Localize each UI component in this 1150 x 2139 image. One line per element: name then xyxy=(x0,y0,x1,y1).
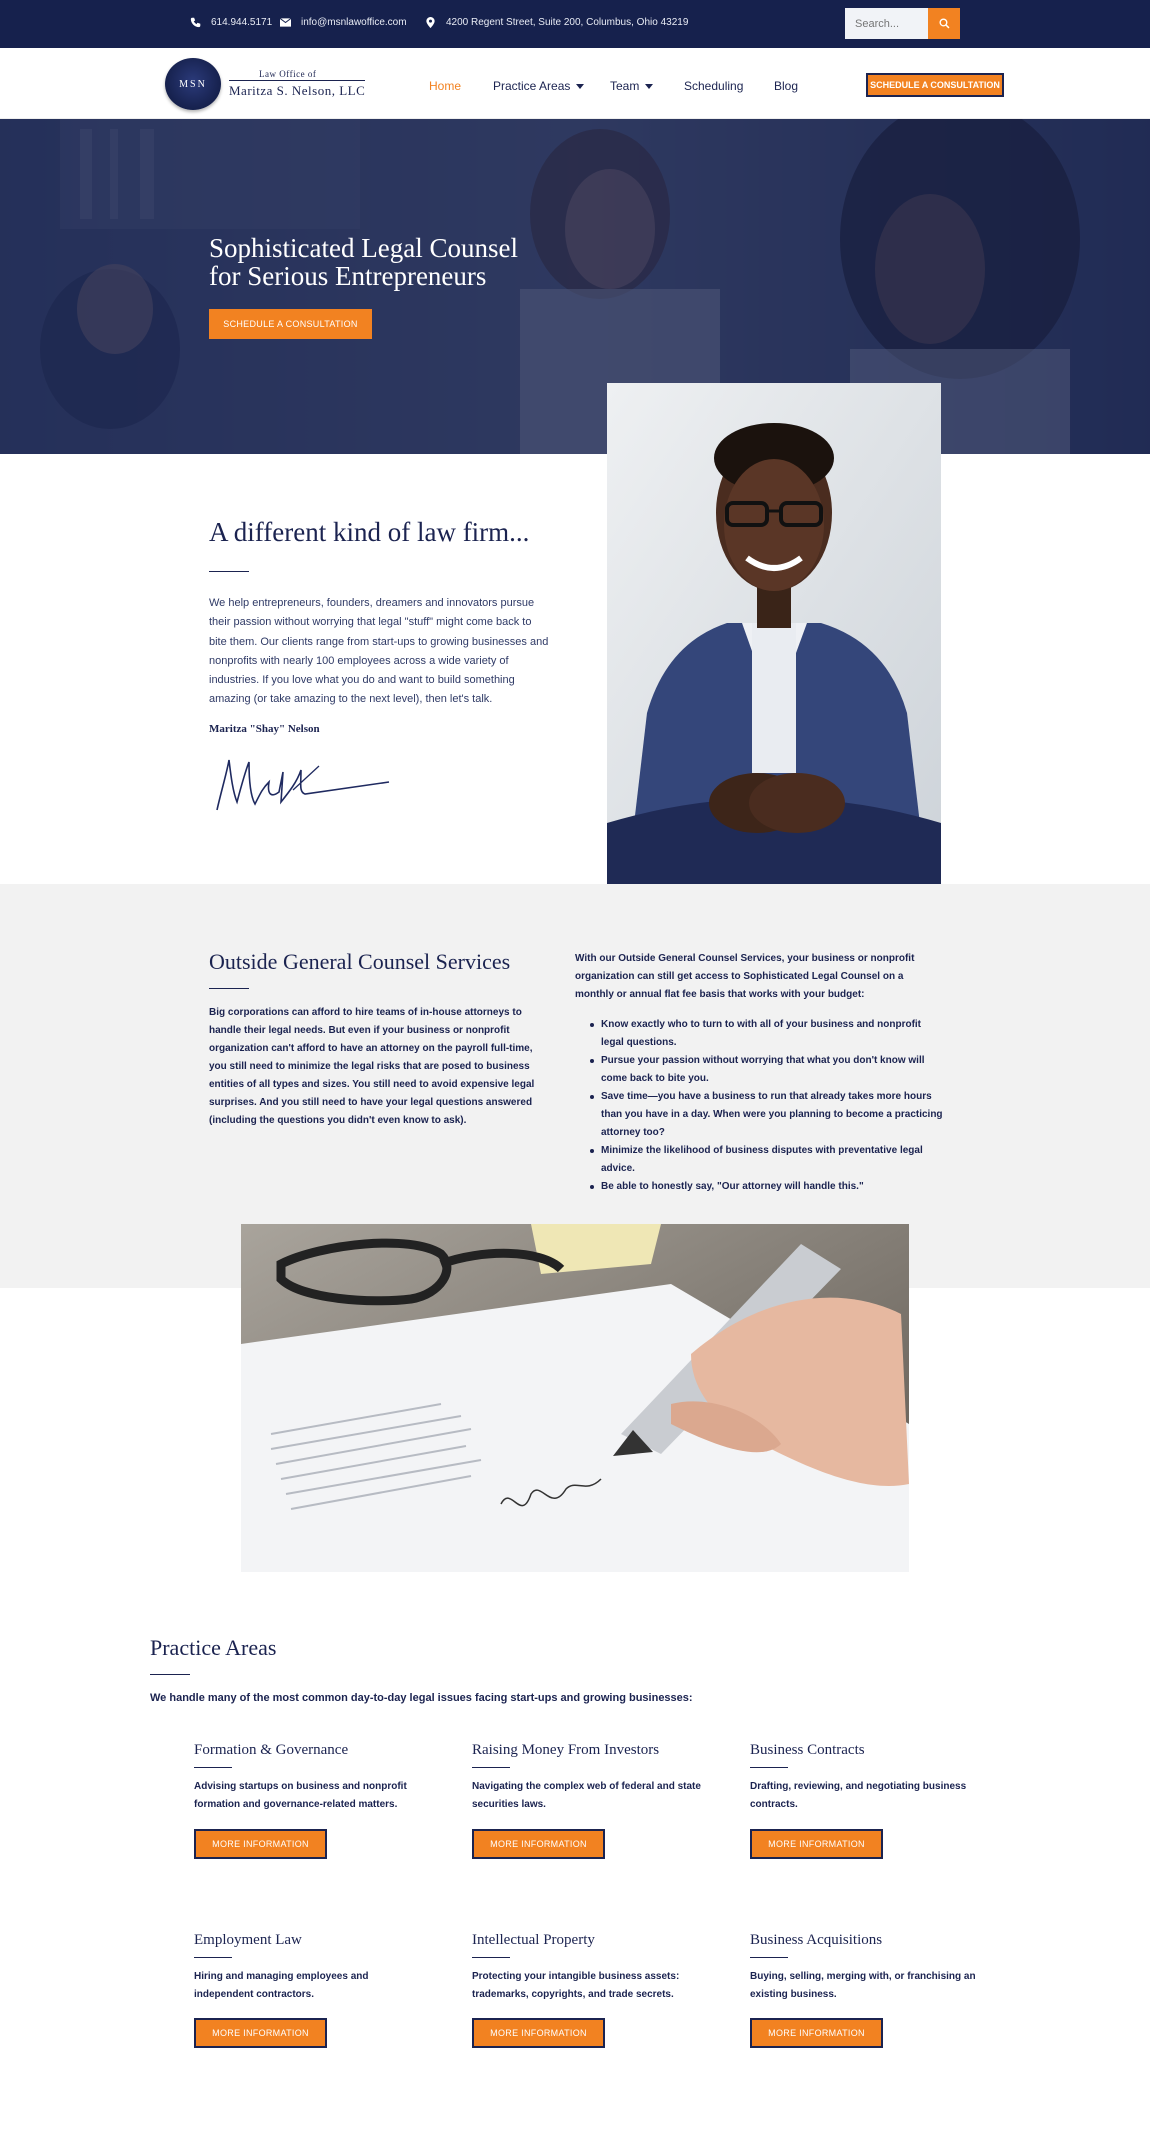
more-information-button[interactable]: MORE INFORMATION xyxy=(194,1829,327,1859)
card-divider xyxy=(472,1767,510,1768)
card-description: Advising startups on business and nonprofit formation and governance-related matters. xyxy=(194,1781,407,1810)
more-information-button[interactable]: MORE INFORMATION xyxy=(750,2018,883,2048)
nav-home-label: Home xyxy=(429,79,462,93)
envelope-icon xyxy=(280,17,291,28)
list-item: Pursue your passion without worrying that what you don't know will come back to bite you. xyxy=(590,1052,945,1088)
card-description: Navigating the complex web of federal and state securities laws. xyxy=(472,1781,701,1810)
card-title: Business Acquisitions xyxy=(750,1932,883,1948)
map-pin-icon xyxy=(425,17,436,28)
more-information-button[interactable]: MORE INFORMATION xyxy=(750,1829,883,1859)
logo-wordmark xyxy=(229,69,365,99)
more-information-button[interactable]: MORE INFORMATION xyxy=(472,2018,605,2048)
ogc-benefits-list xyxy=(590,1016,945,1196)
list-item: Minimize the likelihood of business disputes with preventative legal advice. xyxy=(590,1142,945,1178)
phone-icon xyxy=(190,17,201,28)
card-title: Formation & Governance xyxy=(194,1742,349,1758)
caret-down-icon xyxy=(645,84,653,89)
practice-card-ip xyxy=(472,1932,702,2038)
practice-card-formation xyxy=(194,1742,424,1849)
header-schedule-button[interactable]: SCHEDULE A CONSULTATION xyxy=(866,73,1004,97)
logo-monogram: MSN xyxy=(179,78,207,90)
list-item: Be able to honestly say, "Our attorney will handle this." xyxy=(590,1178,945,1196)
card-title: Business Contracts xyxy=(750,1742,865,1758)
nav-scheduling[interactable] xyxy=(684,79,743,93)
logo-line2: Maritza S. Nelson, LLC xyxy=(229,83,366,98)
card-divider xyxy=(750,1957,788,1958)
nav-blog-label: Blog xyxy=(774,79,799,93)
practice-areas-intro: We handle many of the most common day-to-day legal issues facing start-ups and growing businesses: xyxy=(150,1692,693,1704)
search-input[interactable] xyxy=(845,8,928,39)
list-item: Know exactly who to turn to with all of your business and nonprofit legal questions. xyxy=(590,1016,945,1052)
card-title: Intellectual Property xyxy=(472,1932,595,1948)
card-divider xyxy=(472,1957,510,1958)
card-title: Employment Law xyxy=(194,1932,302,1948)
signer-name: Maritza "Shay" Nelson xyxy=(209,723,320,735)
card-divider xyxy=(194,1957,232,1958)
about-divider xyxy=(209,571,249,572)
nav-team-label: Team xyxy=(610,79,640,93)
search-button[interactable] xyxy=(928,8,960,39)
ogc-right-intro: With our Outside General Counsel Services, your business or nonprofit organization can still get access to Sophisticated Legal Counsel on a monthly or annual flat fee basis that works with your budget: xyxy=(575,953,915,1000)
email-link[interactable] xyxy=(280,17,407,28)
nav-practice-areas[interactable] xyxy=(493,79,584,93)
practice-card-raising-money xyxy=(472,1742,702,1849)
nav-scheduling-label: Scheduling xyxy=(684,79,744,93)
address-link[interactable] xyxy=(425,17,688,28)
ogc-left-text: Big corporations can afford to hire teams of in-house attorneys to handle their legal needs. But even if your business or nonprofit organization can't afford to have an attorney on the payroll full-time, you still need to minimize the legal risks that are posed to business entities of all types and sizes. You still need to avoid expensive legal surprises. And you still need to have your legal questions answered (including the questions you didn't even know to ask). xyxy=(209,1007,535,1126)
hero-schedule-button[interactable]: SCHEDULE A CONSULTATION xyxy=(209,309,372,339)
card-divider xyxy=(194,1767,232,1768)
nav-blog[interactable] xyxy=(774,79,798,93)
practice-areas-divider xyxy=(150,1674,190,1675)
ogc-divider xyxy=(209,988,249,989)
card-title: Raising Money From Investors xyxy=(472,1742,660,1758)
nav-practice-areas-label: Practice Areas xyxy=(493,79,571,93)
top-contact-bar xyxy=(0,0,1150,48)
email-text: info@msnlawoffice.com xyxy=(301,17,407,28)
site-header xyxy=(0,48,1150,119)
list-item: Save time—you have a business to run that already takes more hours than you have in a day. When were you planning to become a practicing attorney too? xyxy=(590,1088,945,1142)
hero-section xyxy=(0,119,1150,454)
practice-card-acquisitions xyxy=(750,1932,980,2038)
card-description: Hiring and managing employees and independent contractors. xyxy=(194,1971,369,2000)
phone-link[interactable] xyxy=(190,17,272,28)
signing-document-photo xyxy=(241,1224,909,1572)
practice-card-contracts xyxy=(750,1742,980,1849)
handwritten-signature xyxy=(209,752,394,817)
more-information-button[interactable]: MORE INFORMATION xyxy=(194,2018,327,2048)
address-text: 4200 Regent Street, Suite 200, Columbus, Ohio 43219 xyxy=(446,17,689,28)
more-information-button[interactable]: MORE INFORMATION xyxy=(472,1829,605,1859)
search-icon xyxy=(939,18,950,29)
practice-card-employment xyxy=(194,1932,424,2038)
about-body: We help entrepreneurs, founders, dreamers and innovators pursue their passion without worrying that legal "stuff" might come back to bite them. Our clients range from start-ups to growing businesses and nonprofits with nearly 100 employees across a wide variety of industries. If you love what you do and want to build something amazing (or take amazing to the next level), then let's talk. xyxy=(209,597,549,706)
caret-down-icon xyxy=(576,84,584,89)
site-logo[interactable] xyxy=(165,58,365,110)
card-description: Drafting, reviewing, and negotiating business contracts. xyxy=(750,1781,967,1810)
hero-title-line2: for Serious Entrepreneurs xyxy=(209,261,487,291)
practice-areas-title: Practice Areas xyxy=(150,1635,277,1660)
card-description: Buying, selling, merging with, or franchising an existing business. xyxy=(750,1971,976,2000)
hero-title-line1: Sophisticated Legal Counsel xyxy=(209,233,518,263)
nav-home[interactable] xyxy=(429,79,461,93)
card-description: Protecting your intangible business assets: trademarks, copyrights, and trade secrets. xyxy=(472,1971,680,2000)
about-title: A different kind of law firm... xyxy=(209,517,530,547)
card-divider xyxy=(750,1767,788,1768)
attorney-portrait-photo xyxy=(607,383,941,884)
phone-text: 614.944.5171 xyxy=(211,17,273,28)
nav-team[interactable] xyxy=(610,79,653,93)
logo-emblem xyxy=(165,58,221,110)
hero-title xyxy=(209,234,609,290)
logo-line1: Law Office of xyxy=(229,69,365,81)
ogc-title: Outside General Counsel Services xyxy=(209,949,511,974)
